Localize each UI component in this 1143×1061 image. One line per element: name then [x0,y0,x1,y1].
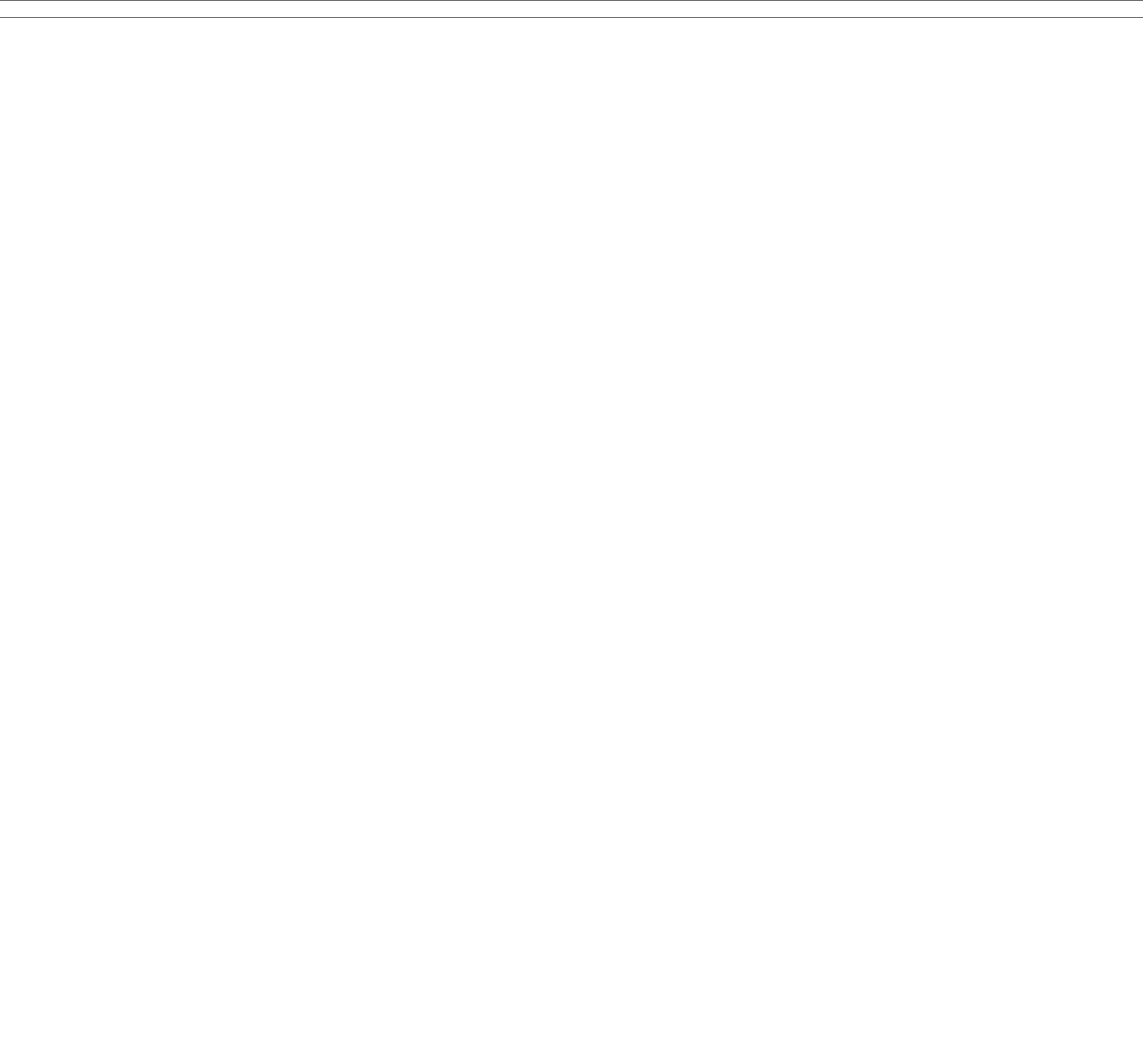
table-header-row [0,1,1143,18]
header-long-term-impacts [738,1,984,18]
header-outcomes [246,1,492,18]
header-process-output [0,1,246,18]
table-footnotes [3,1000,1141,1004]
header-which-case [984,1,1143,18]
outcomes-table [0,0,1143,18]
header-desired-action [492,1,738,18]
